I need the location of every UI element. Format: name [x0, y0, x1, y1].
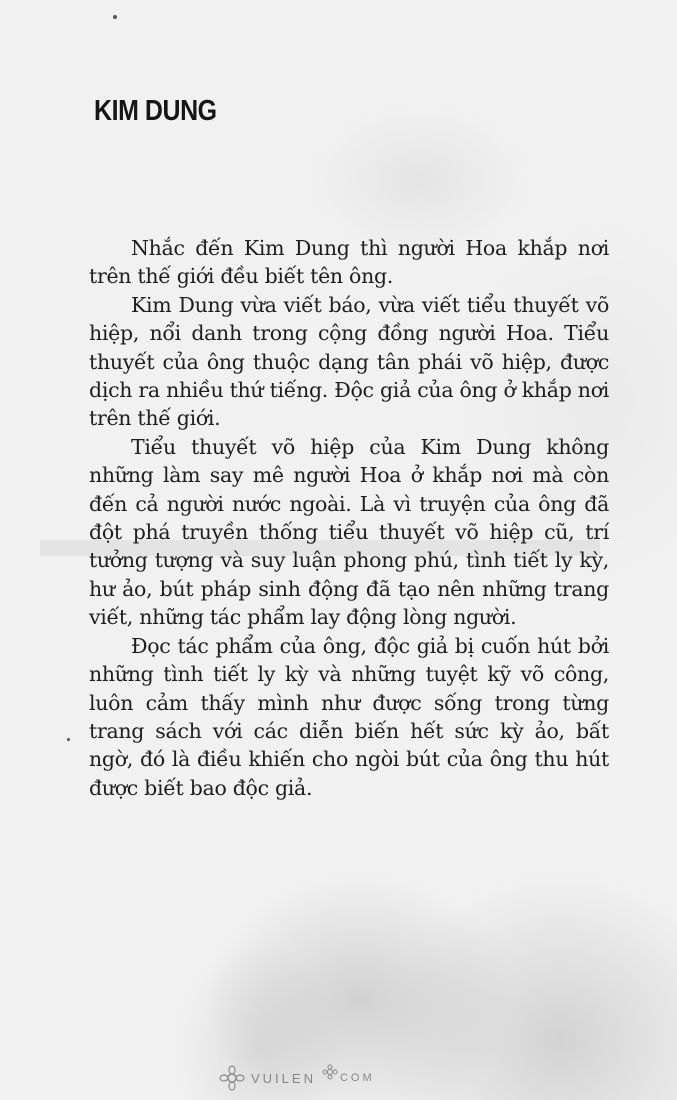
page-heading: KIM DUNG	[94, 95, 217, 127]
paragraph: Tiểu thuyết võ hiệp của Kim Dung không những làm say mê người Hoa ở khắp nơi mà còn đến cả người nước ngoài. Là vì truyện của ông đã đột phá truyền thống tiểu thuyết võ hiệp cũ, trí tưởng tượng và suy luận phong phú, tình tiết ly kỳ, hư ảo, bút pháp sinh động đã tạo nên những trang viết, những tác phẩm lay động lòng người.	[89, 434, 609, 630]
paragraph: Đọc tác phẩm của ông, độc giả bị cuốn hút bởi những tình tiết ly kỳ và những tuyệt kỹ võ công, luôn cảm thấy mình như được sống trong từng trang sách với các diễn biến hết sức kỳ ảo, bất ngờ, đó là điều khiến cho ngòi bút của ông thu hút được biết bao độc giả.	[89, 633, 609, 800]
ink-speck	[67, 738, 70, 741]
small-flower-icon	[322, 1064, 338, 1080]
watermark-suffix: COM	[339, 1072, 375, 1084]
watermark-logo	[215, 1063, 375, 1093]
body-text	[89, 234, 609, 802]
paragraph: Nhắc đến Kim Dung thì người Hoa khắp nơi trên thế giới đều biết tên ông.	[89, 236, 609, 289]
watermark-text: VUILEN	[251, 1070, 316, 1086]
ink-speck	[113, 15, 117, 19]
flower-logo-icon	[215, 1065, 249, 1091]
paragraph: Kim Dung vừa viết báo, vừa viết tiểu thuyết võ hiệp, nổi danh trong cộng đồng người Hoa. Tiểu thuyết của ông thuộc dạng tân phái võ hiệp, được dịch ra nhiều thứ tiếng. Độc giả của ông ở khắp nơi trên thế giới.	[89, 292, 609, 431]
